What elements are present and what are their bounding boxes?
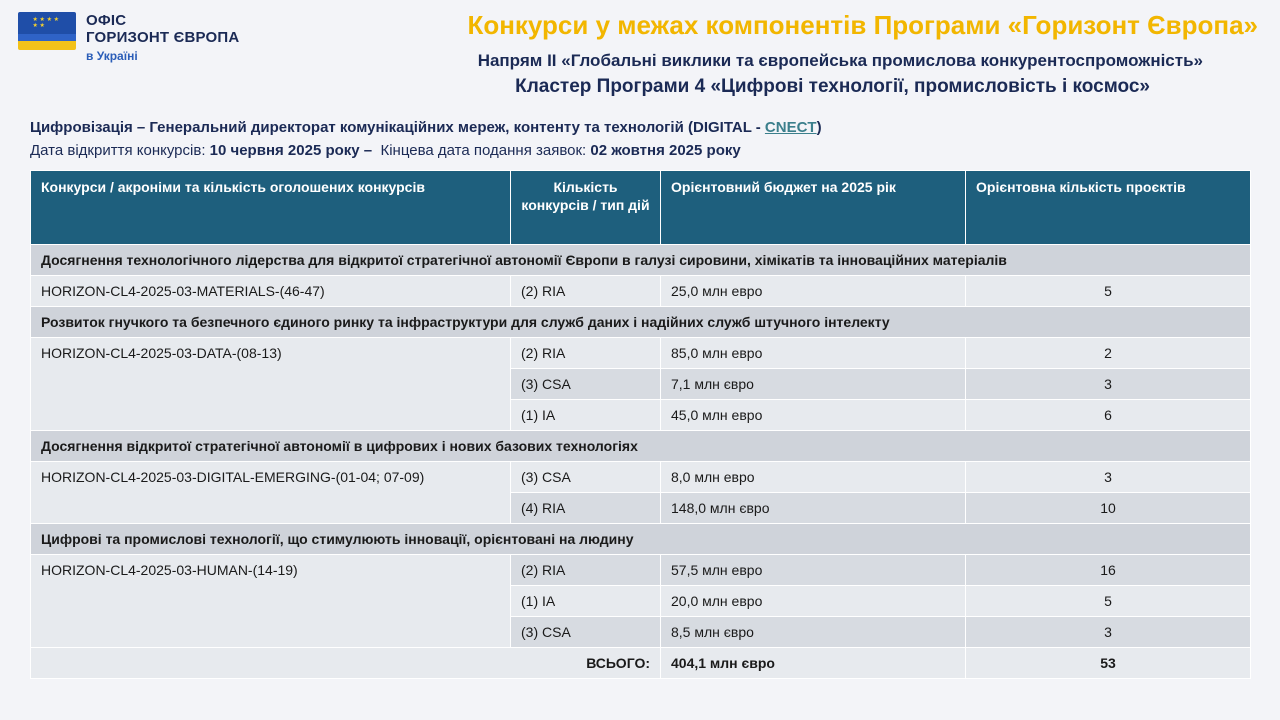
call-id: HORIZON-CL4-2025-03-MATERIALS-(46-47) [31,276,511,307]
budget: 85,0 млн евро [661,338,966,369]
open-date: 10 червня 2025 року – [209,142,373,159]
call-id: HORIZON-CL4-2025-03-HUMAN-(14-19) [31,555,511,648]
action-type: (2) RIA [511,555,661,586]
action-type: (1) IA [511,400,661,431]
section-row [31,245,1251,276]
section-title: Досягнення відкритої стратегічної автономії в цифрових і нових базових технологіях [31,431,1251,462]
action-type: (3) CSA [511,617,661,648]
table-row [31,555,1251,586]
action-type: (3) CSA [511,369,661,400]
section-title: Цифрові та промислові технології, що стимулюють інновації, орієнтовані на людину [31,524,1251,555]
budget: 148,0 млн євро [661,493,966,524]
projects: 10 [966,493,1251,524]
budget: 8,0 млн евро [661,462,966,493]
directorate-text: Цифровізація – Генеральний директорат комунікаційних мереж, контенту та технологій (DIGITAL - [30,119,765,136]
budget: 7,1 млн євро [661,369,966,400]
section-title: Розвиток гнучкого та безпечного єдиного ринку та інфраструктури для служб даних і надійних служб штучного інтелекту [31,307,1251,338]
projects: 5 [966,586,1251,617]
total-label: ВСЬОГО: [31,648,661,679]
action-type: (2) RIA [511,276,661,307]
section-row [31,524,1251,555]
total-row [31,648,1251,679]
header-projects: Орієнтовна кількість проєктів [966,171,1251,245]
logo-line-1: ОФІС [86,12,127,29]
budget: 25,0 млн евро [661,276,966,307]
dates-line [30,142,741,159]
header-type: Кількість конкурсів / тип дій [511,171,661,245]
calls-table [30,170,1251,679]
header-calls: Конкурси / акроніми та кількість оголошених конкурсів [31,171,511,245]
table-header-row [31,171,1251,245]
section-row [31,431,1251,462]
header-budget: Орієнтовний бюджет на 2025 рік [661,171,966,245]
projects: 3 [966,369,1251,400]
directorate-line [30,119,822,136]
eu-stars-icon: ★ ★ ★ ★ ★ ★ [32,17,60,29]
projects: 2 [966,338,1251,369]
eu-ukraine-flag-icon [18,12,76,50]
projects: 3 [966,462,1251,493]
table-row [31,462,1251,493]
action-type: (3) CSA [511,462,661,493]
office-logo [18,12,239,65]
action-type: (1) IA [511,586,661,617]
budget: 20,0 млн евро [661,586,966,617]
page-subtitle-cluster: Кластер Програми 4 «Цифрові технології, промисловість і космос» [515,76,1150,97]
logo-line-3: в Україні [86,49,138,63]
directorate-end: ) [816,119,822,136]
total-projects: 53 [966,648,1251,679]
deadline-date: 02 жовтня 2025 року [590,142,741,159]
table-row [31,338,1251,369]
action-type: (2) RIA [511,338,661,369]
page-subtitle-direction: Напрям ІІ «Глобальні виклики та європейська промислова конкурентоспроможність» [477,51,1203,70]
table-row [31,276,1251,307]
projects: 16 [966,555,1251,586]
total-budget: 404,1 млн євро [661,648,966,679]
cnect-link[interactable]: CNECT [764,119,817,136]
budget: 57,5 млн евро [661,555,966,586]
section-row [31,307,1251,338]
open-label: Дата відкриття конкурсів: [30,142,210,159]
section-title: Досягнення технологічного лідерства для відкритої стратегічної автономії Європи в галузі сировини, хімікатів та інноваційних матеріалів [31,245,1251,276]
page-title: Конкурси у межах компонентів Програми «Горизонт Європа» [467,10,1258,40]
projects: 6 [966,400,1251,431]
logo-line-2: ГОРИЗОНТ ЄВРОПА [86,29,240,46]
budget: 45,0 млн евро [661,400,966,431]
projects: 5 [966,276,1251,307]
budget: 8,5 млн євро [661,617,966,648]
projects: 3 [966,617,1251,648]
action-type: (4) RIA [511,493,661,524]
call-id: HORIZON-CL4-2025-03-DIGITAL-EMERGING-(01-04; 07-09) [31,462,511,524]
call-id: HORIZON-CL4-2025-03-DATA-(08-13) [31,338,511,431]
deadline-label: Кінцева дата подання заявок: [372,142,591,159]
